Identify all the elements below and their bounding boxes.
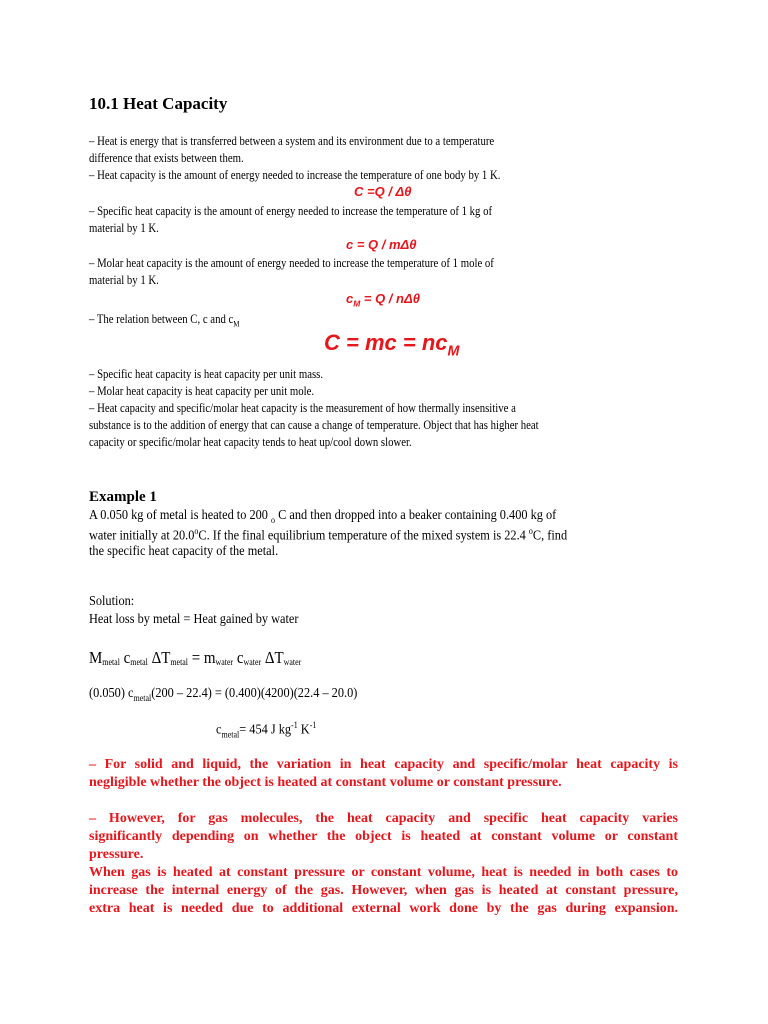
note1-line2: negligible whether the object is heated at constant volume or constant pressure. <box>89 775 562 790</box>
intro-p3-line1: – Specific heat capacity is the amount of energy needed to increase the temperature of 1 kg of <box>89 204 493 218</box>
example-line1-deg: o <box>271 514 276 525</box>
intro-p8-line2: substance is to the addition of energy that can cause a change of temperature. Object that has higher heat <box>89 418 539 432</box>
intro-p7: – Molar heat capacity is heat capacity per unit mole. <box>89 384 315 398</box>
example-line2-b: C. If the final equilibrium temperature of the mixed system is 22.4 <box>198 528 529 544</box>
calc-sub: metal <box>133 692 152 703</box>
formula-specific-heat: c = Q / mΔθ <box>346 237 417 252</box>
intro-p3-line2: material by 1 K. <box>89 221 159 235</box>
note2-line2: significantly depending on whether the object is heated at constant volume or constant <box>89 829 678 844</box>
eq-m1-sub: metal <box>102 657 120 667</box>
note2-line3: pressure. <box>89 847 144 862</box>
intro-p5-sub: M <box>233 319 240 329</box>
solution-line1: Heat loss by metal = Heat gained by water <box>89 612 299 627</box>
formula-molar-heat <box>346 291 420 309</box>
eq-c1-sub: metal <box>130 657 148 667</box>
result-val: = 454 J kg <box>239 722 292 738</box>
eq-dt2-sub: water <box>283 657 302 667</box>
result-sup1: -1 <box>291 720 298 730</box>
formula-relation-main: C = mc = nc <box>324 330 448 355</box>
example-line2-c: C, find <box>532 528 568 544</box>
note3-line2: increase the internal energy of the gas. However, when gas is heated at constant pressure, <box>89 883 678 898</box>
eq-mid: = m <box>188 648 216 667</box>
solution-equation <box>89 648 301 668</box>
result-k: K <box>297 722 310 738</box>
note3-line3: extra heat is needed due to additional external work done by the gas during expansion. <box>89 901 678 916</box>
note1-line1: – For solid and liquid, the variation in heat capacity and specific/molar heat capacity is <box>89 757 678 772</box>
intro-p5 <box>89 311 239 333</box>
intro-p2: – Heat capacity is the amount of energy needed to increase the temperature of one body by 1 K. <box>89 168 501 182</box>
formula-relation-sub: M <box>447 343 460 360</box>
intro-p6: – Specific heat capacity is heat capacity per unit mass. <box>89 367 324 381</box>
formula-molar-sub: M <box>353 298 361 309</box>
example-line2-deg2: o <box>528 526 533 536</box>
intro-p8-line1: – Heat capacity and specific/molar heat capacity is the measurement of how thermally insensitive a <box>89 401 516 415</box>
calc-b: (200 – 22.4) = (0.400)(4200)(22.4 – 20.0) <box>151 686 358 701</box>
note3-line1: When gas is heated at constant pressure or constant volume, heat is needed in both cases to <box>89 865 678 880</box>
note-solid-liquid <box>89 756 678 792</box>
section-heading: 10.1 Heat Capacity <box>89 94 228 113</box>
note2-line1: – However, for gas molecules, the heat capacity and specific heat capacity varies <box>89 811 678 826</box>
eq-m1: M <box>89 648 103 667</box>
calc-a: (0.050) c <box>89 686 134 701</box>
intro-p1-line2: difference that exists between them. <box>89 151 244 165</box>
solution-label: Solution: <box>89 594 135 609</box>
intro-p5-text: – The relation between C, c and c <box>89 312 234 326</box>
intro-p4-line2: material by 1 K. <box>89 273 159 287</box>
note-gas-molecules <box>89 810 678 918</box>
eq-dt2: ΔT <box>261 648 284 667</box>
example-line1-b: C and then dropped into a beaker containing 0.400 kg of <box>275 508 557 523</box>
eq-dt1: ΔT <box>147 648 171 667</box>
result-sub: metal <box>221 729 240 740</box>
example-title: Example 1 <box>89 489 157 505</box>
formula-relation <box>324 330 459 359</box>
example-line1-a: A 0.050 kg of metal is heated to 200 <box>89 508 272 523</box>
example-line2 <box>89 526 567 545</box>
example-line2-a: water initially at 20.0 <box>89 528 195 544</box>
result-c: c <box>216 722 222 738</box>
eq-dt1-sub: metal <box>170 657 188 667</box>
example-line2-deg: o <box>194 526 199 536</box>
intro-p4-line1: – Molar heat capacity is the amount of energy needed to increase the temperature of 1 mole of <box>89 256 494 270</box>
formula-heat-capacity: C =Q / Δθ <box>354 184 412 199</box>
example-line3: the specific heat capacity of the metal. <box>89 544 279 559</box>
eq-c2-sub: water <box>243 657 262 667</box>
solution-calculation <box>89 686 357 703</box>
example-line1 <box>89 508 556 525</box>
intro-p1-line1: – Heat is energy that is transferred between a system and its environment due to a temperature <box>89 134 495 148</box>
intro-p8-line3: capacity or specific/molar heat capacity tends to heat up/cool down slower. <box>89 435 412 449</box>
result-sup2: -1 <box>309 720 317 730</box>
eq-c1: c <box>119 648 131 667</box>
solution-result <box>216 720 316 739</box>
eq-m2-sub: water <box>215 657 234 667</box>
formula-molar-c: c <box>346 291 354 306</box>
eq-c2: c <box>233 648 244 667</box>
formula-molar-rest: = Q / nΔθ <box>360 291 420 306</box>
